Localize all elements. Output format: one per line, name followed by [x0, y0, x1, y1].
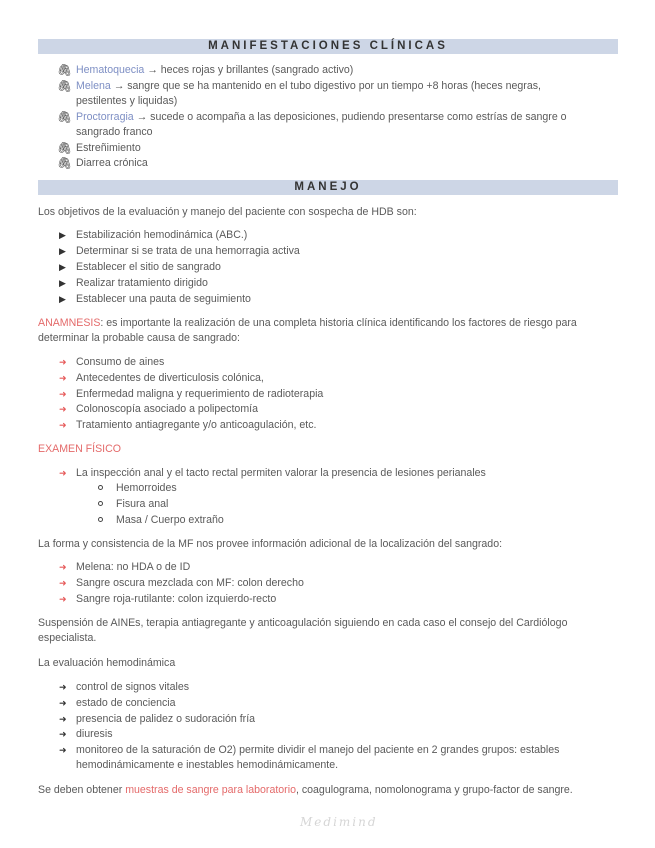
arrow-bullet-icon: ➜: [59, 594, 67, 604]
hemodinamica-continuation: hemodinámicamente e inestables hemodinámicamente.: [76, 759, 339, 771]
triangle-bullet-icon: ▶: [59, 262, 66, 272]
paperclip-icon: 🖇: [57, 63, 73, 77]
hemodinamica-item: control de signos vitales: [76, 681, 190, 693]
anamnesis-item: Consumo de aines: [76, 356, 165, 368]
hemodinamica-item: presencia de palidez o sudoración fría: [76, 713, 256, 725]
suspension-continuation: especialista.: [38, 632, 97, 644]
forma-item: Sangre oscura mezclada con MF: colon derecho: [76, 577, 304, 589]
anamnesis-item: Antecedentes de diverticulosis colónica,: [76, 372, 264, 384]
objetivo-item: Establecer una pauta de seguimiento: [76, 293, 251, 305]
paperclip-icon: 🖇: [57, 156, 73, 170]
paperclip-icon: 🖇: [57, 79, 73, 93]
objetivo-item: Estabilización hemodinámica (ABC.): [76, 229, 248, 241]
triangle-bullet-icon: ▶: [59, 278, 66, 288]
manejo-intro: Los objetivos de la evaluación y manejo del paciente con sospecha de HDB son:: [38, 206, 417, 218]
arrow-bullet-icon: ➜: [59, 373, 67, 383]
manifestacion-text: → sangre que se ha mantenido en el tubo digestivo por un tiempo +8 horas (heces negras,: [110, 80, 541, 92]
hemodinamica-item: monitoreo de la saturación de O2) permite dividir el manejo del paciente en 2 grandes grupos: estables: [76, 744, 560, 756]
arrow-bullet-icon: ➜: [59, 745, 67, 755]
manifestacion-text: → sucede o acompaña a las deposiciones, pudiendo presentarse como estrías de sangre o: [133, 111, 567, 123]
manifestacion-continuation: pestilentes y liquidas): [76, 95, 178, 107]
anamnesis-item: Tratamiento antiagregante y/o anticoagulación, etc.: [76, 419, 317, 431]
term-hematoquecia: Hematoquecia: [76, 64, 145, 76]
final-pre: Se deben obtener: [38, 784, 126, 796]
forma-item: Melena: no HDA o de ID: [76, 561, 191, 573]
circle-bullet-icon: [98, 501, 103, 506]
circle-bullet-icon: [98, 485, 103, 490]
manifestacion-item: Diarrea crónica: [76, 157, 148, 169]
final-paragraph: [38, 783, 573, 797]
anamnesis-item: Colonoscopía asociado a polipectomía: [76, 403, 258, 415]
arrow-bullet-icon: ➜: [59, 404, 67, 414]
anamnesis-paragraph: [38, 316, 577, 330]
arrow-bullet-icon: ➜: [59, 420, 67, 430]
arrow-bullet-icon: ➜: [59, 714, 67, 724]
paperclip-icon: 🖇: [57, 141, 73, 155]
objetivo-item: Determinar si se trata de una hemorragia activa: [76, 245, 300, 257]
manifestacion-text: → heces rojas y brillantes (sangrado activo): [144, 64, 354, 76]
suspension-paragraph: Suspensión de AINEs, terapia antiagregante y anticoagulación siguiendo en cada caso el consejo del Cardiólogo: [38, 617, 568, 629]
examen-label: EXAMEN FÍSICO: [38, 443, 121, 455]
section-header-manejo: MANEJO: [38, 180, 618, 195]
paperclip-icon: 🖇: [57, 110, 73, 124]
final-post: , coagulograma, nomolonograma y grupo-factor de sangre.: [295, 784, 573, 796]
examen-sub-item: Fisura anal: [116, 498, 169, 510]
manifestacion-item: [76, 63, 353, 77]
manifestacion-item: Estreñimiento: [76, 142, 141, 154]
forma-paragraph: La forma y consistencia de la MF nos provee información adicional de la localización del sangrado:: [38, 538, 503, 550]
final-highlight: muestras de sangre para laboratorio: [125, 784, 296, 796]
examen-item: La inspección anal y el tacto rectal permiten valorar la presencia de lesiones perianales: [76, 467, 486, 479]
hemodinamica-item: estado de conciencia: [76, 697, 176, 709]
arrow-bullet-icon: ➜: [59, 698, 67, 708]
objetivo-item: Realizar tratamiento dirigido: [76, 277, 208, 289]
arrow-bullet-icon: ➜: [59, 357, 67, 367]
forma-item: Sangre roja-rutilante: colon izquierdo-recto: [76, 593, 277, 605]
examen-sub-item: Hemorroides: [116, 482, 177, 494]
section-header-manifestaciones: MANIFESTACIONES CLÍNICAS: [38, 39, 618, 54]
term-melena: Melena: [76, 80, 111, 92]
hemodinamica-title: La evaluación hemodinámica: [38, 657, 176, 669]
examen-sub-item: Masa / Cuerpo extraño: [116, 514, 224, 526]
anamnesis-item: Enfermedad maligna y requerimiento de radioterapia: [76, 388, 324, 400]
anamnesis-continuation: determinar la probable causa de sangrado:: [38, 332, 241, 344]
arrow-bullet-icon: ➜: [59, 729, 67, 739]
watermark: Medimind: [300, 815, 378, 829]
arrow-bullet-icon: ➜: [59, 562, 67, 572]
anamnesis-text: : es importante la realización de una completa historia clínica identificando los factores de riesgo para: [100, 317, 577, 329]
term-proctorragia: Proctorragia: [76, 111, 134, 123]
manifestacion-item: [76, 79, 541, 93]
arrow-bullet-icon: ➜: [59, 468, 67, 478]
arrow-bullet-icon: ➜: [59, 578, 67, 588]
circle-bullet-icon: [98, 517, 103, 522]
triangle-bullet-icon: ▶: [59, 230, 66, 240]
anamnesis-label: ANAMNESIS: [38, 317, 101, 329]
triangle-bullet-icon: ▶: [59, 246, 66, 256]
manifestacion-continuation: sangrado franco: [76, 126, 153, 138]
manifestacion-item: [76, 110, 567, 124]
objetivo-item: Establecer el sitio de sangrado: [76, 261, 221, 273]
triangle-bullet-icon: ▶: [59, 294, 66, 304]
hemodinamica-item: diuresis: [76, 728, 113, 740]
arrow-bullet-icon: ➜: [59, 389, 67, 399]
arrow-bullet-icon: ➜: [59, 682, 67, 692]
